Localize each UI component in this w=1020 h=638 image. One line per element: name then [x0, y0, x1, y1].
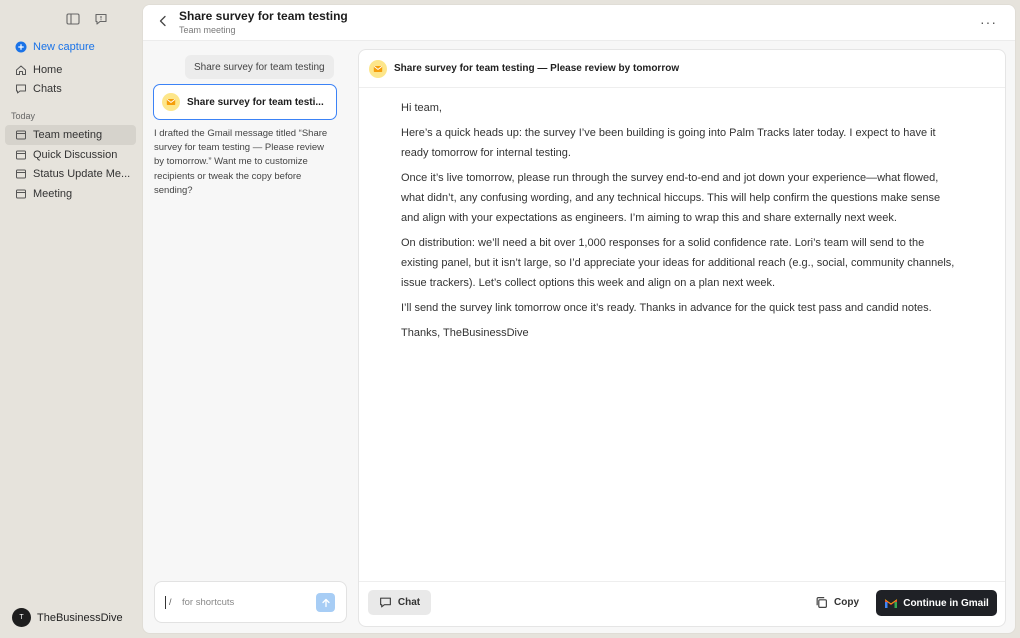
email-preview-panel — [358, 49, 1006, 627]
copy-button-label: Copy — [834, 597, 859, 608]
section-heading-today: Today — [11, 111, 36, 121]
sidebar-item-quick-discussion[interactable] — [5, 145, 136, 165]
sidebar-item-label: Quick Discussion — [33, 149, 118, 161]
user-message-bubble: Share survey for team testing — [185, 55, 334, 79]
sidebar-toggle-icon[interactable] — [66, 12, 80, 26]
chat-button[interactable] — [368, 590, 431, 615]
sidebar-item-label: Team meeting — [33, 129, 103, 141]
avatar: T — [12, 608, 31, 627]
plus-circle-icon — [15, 41, 27, 53]
email-body — [401, 98, 961, 348]
page-title: Share survey for team testing — [179, 9, 348, 23]
mail-badge — [369, 60, 387, 78]
sidebar-item-label: Meeting — [33, 188, 73, 200]
continue-in-gmail-button[interactable] — [876, 590, 997, 616]
composer-placeholder: for shortcuts — [182, 597, 235, 608]
gmail-button-label: Continue in Gmail — [903, 597, 989, 609]
chat-button-label: Chat — [397, 597, 421, 608]
document-icon — [15, 188, 27, 200]
email-subject: Share survey for team testing — Please review by tomorrow — [394, 63, 680, 74]
sidebar-item-team-meeting[interactable] — [5, 125, 136, 145]
email-paragraph: I’ll send the survey link tomorrow once it’s ready. Thanks in advance for the quick test pass and candid notes. — [401, 302, 932, 314]
email-paragraph: Once it’s live tomorrow, please run through the survey end-to-end and jot down your experience—what flowed, what didn’t, any confusing wording, and any technical hiccups. This will help confirm the questions make sense and align with your expectations as engineers. I’m aiming to wrap this and share externally next week. — [401, 172, 941, 224]
email-paragraph: Hi team, — [401, 102, 442, 114]
envelope-icon — [373, 64, 383, 74]
sidebar-item-chats[interactable] — [5, 79, 136, 99]
document-icon — [15, 168, 27, 180]
new-capture-label: New capture — [33, 41, 95, 53]
sidebar-top-icons — [66, 12, 108, 26]
chat-bubble-icon — [15, 83, 27, 95]
header — [143, 5, 1015, 41]
sidebar-item-status-update[interactable] — [5, 164, 136, 184]
sidebar-item-label: Chats — [33, 83, 62, 95]
new-capture-button[interactable] — [5, 37, 136, 57]
document-icon — [15, 149, 27, 161]
email-paragraph: Here’s a quick heads up: the survey I’ve been building is going into Palm Tracks later today. I expect to have it ready tomorrow for internal testing. — [401, 127, 936, 159]
gmail-logo-icon — [884, 598, 898, 609]
feedback-icon[interactable] — [94, 12, 108, 26]
assistant-message: I drafted the Gmail message titled “Share survey for team testing — Please review by tomorrow.” Want me to customize recipients or tweak the copy before sending? — [154, 128, 328, 196]
email-paragraph: On distribution: we’ll need a bit over 1,000 responses for a solid confidence rate. Lori’s team will send to the existing panel, but it isn’t large, so I’d appreciate your ideas for additional reach (e.g., social, community channels, issue trackers). Let’s collect options this week and align on a plan next week. — [401, 237, 955, 289]
email-card-title: Share survey for team testi... — [187, 96, 324, 108]
copy-icon — [815, 596, 828, 609]
page-subtitle: Team meeting — [179, 25, 236, 35]
envelope-icon — [166, 97, 176, 107]
email-header — [359, 50, 1005, 88]
arrow-up-icon — [321, 598, 331, 608]
sidebar-item-label: Status Update Me... — [33, 168, 131, 180]
user-name: TheBusinessDive — [37, 611, 123, 624]
copy-button[interactable] — [815, 590, 859, 615]
sidebar-item-home[interactable] — [5, 60, 136, 80]
back-arrow-icon[interactable] — [157, 15, 169, 27]
more-options-icon[interactable]: ··· — [980, 14, 997, 30]
shortcut-slash: / — [165, 596, 172, 609]
sidebar-item-meeting[interactable] — [5, 184, 136, 204]
mail-badge — [162, 93, 180, 111]
document-icon — [15, 129, 27, 141]
chat-bubble-icon — [379, 596, 392, 609]
main-window — [142, 4, 1016, 634]
sidebar-item-label: Home — [33, 64, 63, 76]
email-paragraph: Thanks, TheBusinessDive — [401, 327, 529, 339]
message-composer[interactable] — [154, 581, 347, 623]
send-button[interactable] — [316, 593, 335, 612]
user-profile[interactable] — [12, 608, 123, 627]
sidebar — [0, 0, 142, 638]
email-draft-card[interactable] — [153, 84, 337, 120]
home-icon — [15, 64, 27, 76]
email-footer — [359, 581, 1005, 627]
